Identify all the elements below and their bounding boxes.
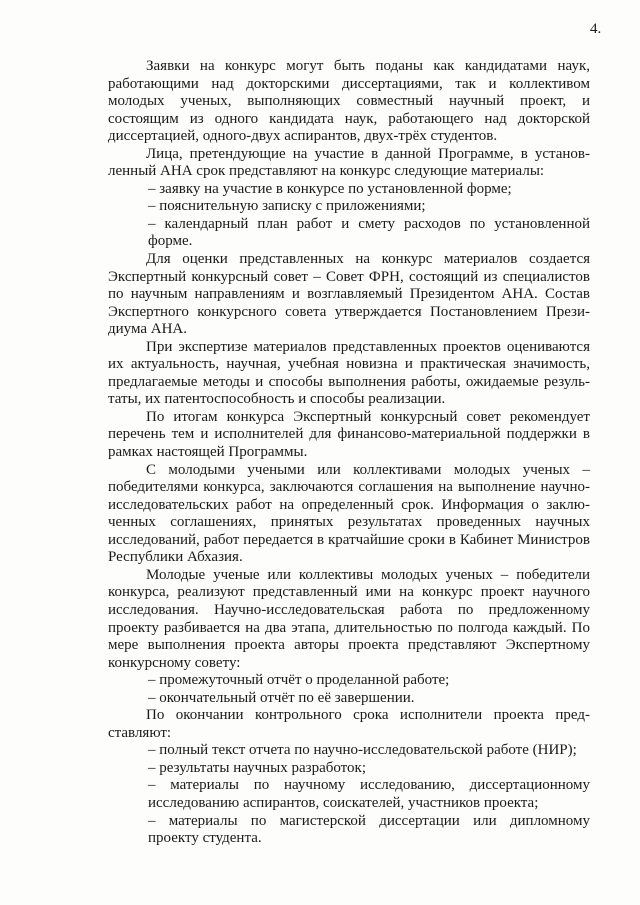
list-item <box>108 777 590 812</box>
text-line: – заявку на участие в конкурсе по установленной форме; <box>148 180 512 197</box>
text-line: Республики Абхазия. <box>108 549 243 566</box>
text-line: Лица, претендующие на участие в данной Программе, в установ- <box>146 145 590 162</box>
text-line: диссертацией, одного-двух аспирантов, двух-трёх студентов. <box>108 128 498 145</box>
text-line: работающими над докторскими диссертациями, так и коллективом <box>108 75 590 92</box>
text-line: По итогам конкурса Экспертный конкурсный совет рекомендует <box>146 408 590 425</box>
text-line: Заявки на конкурс могут быть поданы как кандидатами наук, <box>146 58 590 74</box>
text-line: проекту разбивается на два этапа, длительностью по полгода каждый. По <box>108 619 590 636</box>
list-item <box>108 690 590 708</box>
text-line: По окончании контрольного срока исполнители проекта пред- <box>146 707 590 724</box>
list-item <box>108 760 590 778</box>
list-item <box>108 742 590 760</box>
text-line: перечень тем и исполнителей для финансово-материальной поддержки в <box>108 426 590 443</box>
text-line: – промежуточный отчёт о проделанной работе; <box>148 672 450 689</box>
text-line: исследования. Научно-исследовательская работа по предложенному <box>108 601 590 618</box>
paragraph <box>108 462 590 567</box>
text-line: конкурсному совету: <box>108 654 241 671</box>
text-line: – календарный план работ и смету расходов по установленной <box>148 215 590 232</box>
text-line: конкурса, реализуют представленный ими на конкурс проект научного <box>108 584 590 601</box>
text-line: состоящим из одного кандидата наук, работающего над докторской <box>108 110 590 127</box>
paragraph <box>108 409 590 462</box>
text-line: предлагаемые методы и способы выполнения работы, ожидаемые резуль- <box>108 373 590 390</box>
text-line: проекту студента. <box>148 830 262 847</box>
list-item <box>108 672 590 690</box>
text-line: мере выполнения проекта авторы проекта представляют Экспертному <box>108 637 590 654</box>
text-line: – окончательный отчёт по её завершении. <box>148 689 415 706</box>
text-line: ставляют: <box>108 724 172 741</box>
text-line: их актуальность, научная, учебная новизна и практическая значимость, <box>108 356 590 373</box>
text-line: – материалы по научному исследованию, диссертационному <box>148 777 590 794</box>
text-line: – результаты научных разработок; <box>148 759 366 776</box>
list-item <box>108 216 590 251</box>
text-line: Экспертный конкурсный совет – Совет ФРН, состоящий из специалистов <box>108 268 590 285</box>
text-line: Молодые ученые или коллективы молодых ученых – победители <box>146 566 590 583</box>
text-line: победителями конкурса, заключаются соглашения на выполнение научно- <box>108 479 590 496</box>
text-line: С молодыми учеными или коллективами молодых ученых – <box>146 461 590 478</box>
text-line: – полный текст отчета по научно-исследовательской работе (НИР); <box>148 742 577 759</box>
paragraph <box>108 146 590 181</box>
text-line: исследованию аспирантов, соискателей, участников проекта; <box>148 794 539 811</box>
text-line: – пояснительную записку с приложениями; <box>148 198 426 215</box>
text-line: форме. <box>148 233 193 250</box>
paragraph <box>108 567 590 672</box>
text-line: рамках настоящей Программы. <box>108 444 308 461</box>
text-line: ленный АНА срок представляют на конкурс следующие материалы: <box>108 163 545 180</box>
text-line: диума АНА. <box>108 321 188 338</box>
page-number: 4. <box>590 21 602 37</box>
text-line: Экспертного конкурсного совета утверждается Постановлением Прези- <box>108 303 590 320</box>
text-line: При экспертизе материалов представленных проектов оцениваются <box>146 338 590 355</box>
text-line: Для оценки представленных на конкурс материалов создается <box>146 251 590 268</box>
text-line: ченных соглашениях, принятых результатах проведенных научных <box>108 514 590 531</box>
text-line: – материалы по магистерской диссертации или дипломному <box>148 812 590 829</box>
text-line: по научным направлениям и возглавляемый Президентом АНА. Состав <box>108 286 590 303</box>
paragraph <box>108 339 590 409</box>
list-item <box>108 181 590 199</box>
text-line: исследовательских работ на определенный срок. Информация о заклю- <box>108 496 590 513</box>
text-line: исследований, работ передается в кратчайшие сроки в Кабинет Министров <box>108 531 590 548</box>
paragraph <box>108 58 590 146</box>
paragraph <box>108 707 590 742</box>
list-item <box>108 813 590 848</box>
text-line: молодых ученых, выполняющих совместный научный проект, и <box>108 93 590 110</box>
list-item <box>108 198 590 216</box>
text-line: таты, их патентоспособность и способы реализации. <box>108 391 446 408</box>
document-body <box>108 58 590 848</box>
paragraph <box>108 251 590 339</box>
